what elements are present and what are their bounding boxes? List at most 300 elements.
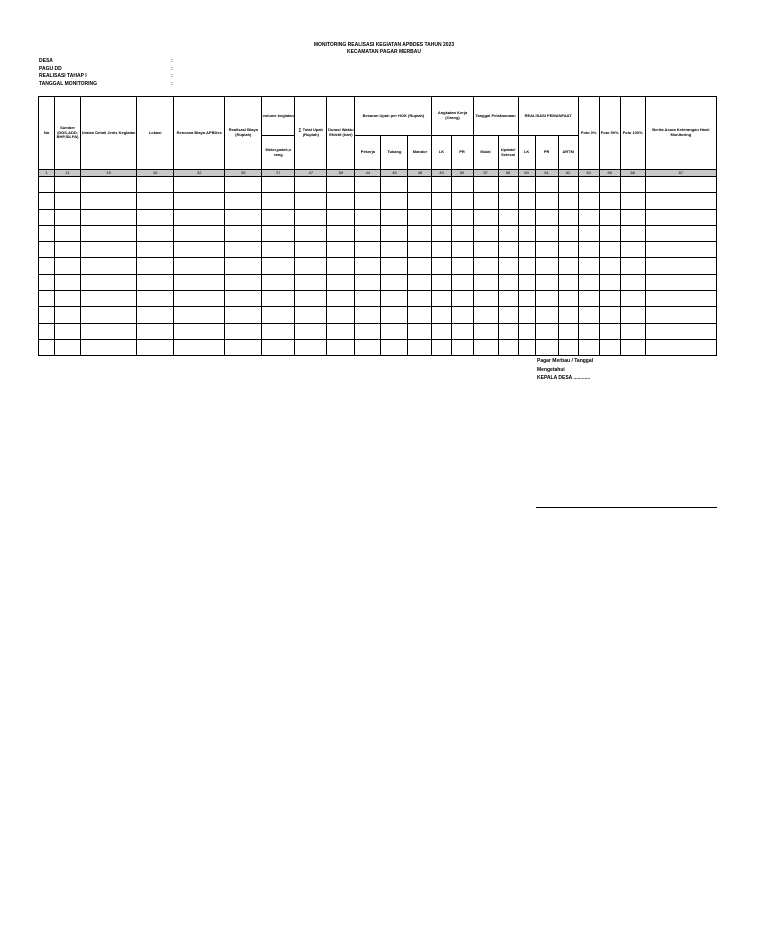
table-cell[interactable]: [81, 291, 137, 307]
table-cell[interactable]: [39, 209, 55, 225]
table-cell[interactable]: [327, 242, 355, 258]
table-row: [39, 274, 717, 290]
table-cell[interactable]: [355, 242, 381, 258]
table-cell[interactable]: [225, 177, 262, 193]
table-cell[interactable]: [408, 339, 432, 355]
table-cell[interactable]: [473, 291, 498, 307]
table-cell[interactable]: [645, 177, 716, 193]
table-cell[interactable]: [558, 323, 578, 339]
table-cell[interactable]: [578, 323, 599, 339]
header-artm: ARTM: [558, 136, 578, 170]
table-cell[interactable]: [558, 177, 578, 193]
table-cell[interactable]: [432, 307, 451, 323]
table-cell[interactable]: [262, 177, 295, 193]
table-cell[interactable]: [432, 291, 451, 307]
table-cell[interactable]: [174, 225, 225, 241]
table-cell[interactable]: [473, 242, 498, 258]
info-colon: :: [171, 73, 173, 80]
column-number-cell: 60: [518, 170, 535, 177]
table-cell[interactable]: [262, 291, 295, 307]
table-cell[interactable]: [295, 209, 327, 225]
table-cell[interactable]: [81, 307, 137, 323]
table-cell[interactable]: [408, 323, 432, 339]
header-uraian: Uraian Detail Jenis Kegiatan: [81, 97, 137, 170]
table-cell[interactable]: [137, 307, 174, 323]
table-cell[interactable]: [451, 274, 473, 290]
table-cell[interactable]: [39, 193, 55, 209]
table-cell[interactable]: [81, 323, 137, 339]
table-cell[interactable]: [518, 291, 535, 307]
table-cell[interactable]: [174, 323, 225, 339]
table-cell[interactable]: [620, 242, 645, 258]
table-cell[interactable]: [645, 291, 716, 307]
table-cell[interactable]: [262, 274, 295, 290]
table-cell[interactable]: [55, 339, 81, 355]
table-cell[interactable]: [645, 242, 716, 258]
table-cell[interactable]: [381, 193, 408, 209]
table-cell[interactable]: [225, 258, 262, 274]
table-cell[interactable]: [262, 323, 295, 339]
table-cell[interactable]: [432, 225, 451, 241]
table-cell[interactable]: [518, 209, 535, 225]
table-cell[interactable]: [137, 193, 174, 209]
table-cell[interactable]: [137, 225, 174, 241]
table-cell[interactable]: [498, 225, 518, 241]
table-cell[interactable]: [498, 193, 518, 209]
table-cell[interactable]: [498, 209, 518, 225]
table-cell[interactable]: [620, 291, 645, 307]
table-cell[interactable]: [558, 242, 578, 258]
table-cell[interactable]: [558, 291, 578, 307]
table-cell[interactable]: [174, 274, 225, 290]
header-durasi: Durasi Waktu Efektif (hari): [327, 97, 355, 170]
table-cell[interactable]: [432, 258, 451, 274]
table-cell[interactable]: [578, 177, 599, 193]
table-cell[interactable]: [535, 193, 558, 209]
table-cell[interactable]: [295, 177, 327, 193]
header-foto-50: Foto 50%: [599, 97, 620, 170]
table-cell[interactable]: [39, 177, 55, 193]
table-cell[interactable]: [518, 274, 535, 290]
table-cell[interactable]: [620, 225, 645, 241]
table-cell[interactable]: [137, 258, 174, 274]
document-subtitle: KECAMATAN PAGAR MERBAU: [347, 49, 421, 55]
table-cell[interactable]: [262, 193, 295, 209]
table-row: [39, 209, 717, 225]
table-cell[interactable]: [432, 193, 451, 209]
table-cell[interactable]: [645, 209, 716, 225]
header-no: No: [39, 97, 55, 170]
table-cell[interactable]: [355, 209, 381, 225]
header-sumber: Sumber (DDS,ADD, BHP,SILPA): [55, 97, 81, 170]
table-cell[interactable]: [498, 307, 518, 323]
header-pemanfaat-lk: LK: [518, 136, 535, 170]
table-cell[interactable]: [558, 258, 578, 274]
table-cell[interactable]: [645, 193, 716, 209]
table-cell[interactable]: [327, 258, 355, 274]
table-cell[interactable]: [381, 242, 408, 258]
table-cell[interactable]: [535, 209, 558, 225]
table-cell[interactable]: [432, 274, 451, 290]
table-cell[interactable]: [55, 177, 81, 193]
table-cell[interactable]: [295, 225, 327, 241]
table-cell[interactable]: [355, 307, 381, 323]
table-cell[interactable]: [451, 323, 473, 339]
column-number-cell: 46: [408, 170, 432, 177]
table-cell[interactable]: [451, 177, 473, 193]
table-cell[interactable]: [81, 177, 137, 193]
table-cell[interactable]: [295, 193, 327, 209]
table-cell[interactable]: [81, 209, 137, 225]
table-cell[interactable]: [137, 209, 174, 225]
table-cell[interactable]: [558, 225, 578, 241]
table-cell[interactable]: [137, 339, 174, 355]
info-label: REALISASI TAHAP I: [39, 73, 87, 80]
table-cell[interactable]: [295, 258, 327, 274]
table-cell[interactable]: [620, 258, 645, 274]
table-cell[interactable]: [39, 242, 55, 258]
table-cell[interactable]: [498, 274, 518, 290]
table-cell[interactable]: [262, 258, 295, 274]
signature-place-date: Pagar Merbau / Tanggal: [537, 358, 594, 364]
table-cell[interactable]: [355, 339, 381, 355]
table-cell[interactable]: [535, 258, 558, 274]
table-cell[interactable]: [295, 307, 327, 323]
table-cell[interactable]: [620, 177, 645, 193]
table-cell[interactable]: [295, 242, 327, 258]
header-tukang: Tukang: [381, 136, 408, 170]
table-cell[interactable]: [473, 307, 498, 323]
table-cell[interactable]: [355, 274, 381, 290]
table-cell[interactable]: [432, 339, 451, 355]
table-cell[interactable]: [558, 307, 578, 323]
table-cell[interactable]: [295, 339, 327, 355]
table-cell[interactable]: [578, 291, 599, 307]
table-cell[interactable]: [262, 225, 295, 241]
table-cell[interactable]: [518, 258, 535, 274]
table-cell[interactable]: [355, 193, 381, 209]
table-cell[interactable]: [599, 177, 620, 193]
table-cell[interactable]: [225, 291, 262, 307]
table-cell[interactable]: [55, 193, 81, 209]
info-label: TANGGAL MONITORING: [39, 80, 98, 87]
table-cell[interactable]: [327, 209, 355, 225]
table-cell[interactable]: [408, 177, 432, 193]
table-cell[interactable]: [174, 258, 225, 274]
table-cell[interactable]: [535, 274, 558, 290]
table-cell[interactable]: [81, 242, 137, 258]
table-cell[interactable]: [327, 225, 355, 241]
table-cell[interactable]: [518, 242, 535, 258]
table-cell[interactable]: [408, 209, 432, 225]
table-cell[interactable]: [451, 291, 473, 307]
table-cell[interactable]: [381, 209, 408, 225]
table-cell[interactable]: [137, 242, 174, 258]
table-cell[interactable]: [599, 193, 620, 209]
table-cell[interactable]: [535, 323, 558, 339]
table-cell[interactable]: [451, 339, 473, 355]
table-cell[interactable]: [620, 274, 645, 290]
table-cell[interactable]: [498, 323, 518, 339]
table-cell[interactable]: [225, 339, 262, 355]
table-cell[interactable]: [498, 242, 518, 258]
table-cell[interactable]: [39, 225, 55, 241]
table-cell[interactable]: [225, 242, 262, 258]
column-number-cell: 44: [355, 170, 381, 177]
info-colon: :: [171, 65, 173, 72]
column-number-cell: 67: [645, 170, 716, 177]
table-cell[interactable]: [578, 258, 599, 274]
table-cell[interactable]: [81, 274, 137, 290]
table-cell[interactable]: [473, 323, 498, 339]
table-cell[interactable]: [408, 274, 432, 290]
table-cell[interactable]: [137, 291, 174, 307]
table-cell[interactable]: [498, 258, 518, 274]
table-cell[interactable]: [599, 291, 620, 307]
table-cell[interactable]: [451, 242, 473, 258]
table-cell[interactable]: [174, 242, 225, 258]
table-cell[interactable]: [432, 177, 451, 193]
table-cell[interactable]: [295, 323, 327, 339]
header-foto-0: Foto 0%: [578, 97, 599, 170]
column-number-row: [39, 170, 717, 177]
table-cell[interactable]: [174, 177, 225, 193]
table-cell[interactable]: [535, 307, 558, 323]
table-cell[interactable]: [535, 242, 558, 258]
table-cell[interactable]: [498, 339, 518, 355]
table-cell[interactable]: [55, 307, 81, 323]
table-cell[interactable]: [381, 307, 408, 323]
table-cell[interactable]: [174, 339, 225, 355]
table-cell[interactable]: [381, 258, 408, 274]
header-realisasi-biaya: Realisasi Biaya (Rupiah): [225, 97, 262, 170]
document-title: MONITORING REALISASI KEGIATAN APBDES TAHUN 2023: [313, 42, 455, 48]
table-cell[interactable]: [225, 323, 262, 339]
table-cell[interactable]: [645, 274, 716, 290]
column-number-cell: 27: [262, 170, 295, 177]
column-number-cell: 35: [225, 170, 262, 177]
table-cell[interactable]: [262, 209, 295, 225]
table-cell[interactable]: [518, 177, 535, 193]
info-colon: :: [171, 80, 173, 87]
column-number-cell: 64: [578, 170, 599, 177]
table-cell[interactable]: [535, 225, 558, 241]
column-number-cell: 49: [432, 170, 451, 177]
table-cell[interactable]: [578, 193, 599, 209]
table-cell[interactable]: [498, 177, 518, 193]
table-cell[interactable]: [473, 258, 498, 274]
table-cell[interactable]: [355, 291, 381, 307]
table-cell[interactable]: [55, 291, 81, 307]
table-cell[interactable]: [327, 177, 355, 193]
table-cell[interactable]: [432, 209, 451, 225]
table-cell[interactable]: [381, 323, 408, 339]
table-cell[interactable]: [535, 291, 558, 307]
table-cell[interactable]: [620, 307, 645, 323]
table-cell[interactable]: [518, 307, 535, 323]
table-cell[interactable]: [137, 177, 174, 193]
table-cell[interactable]: [408, 291, 432, 307]
table-cell[interactable]: [225, 307, 262, 323]
table-cell[interactable]: [225, 193, 262, 209]
table-cell[interactable]: [473, 193, 498, 209]
table-cell[interactable]: [174, 209, 225, 225]
table-cell[interactable]: [295, 291, 327, 307]
table-cell[interactable]: [81, 225, 137, 241]
table-cell[interactable]: [327, 291, 355, 307]
table-cell[interactable]: [578, 225, 599, 241]
table-cell[interactable]: [39, 258, 55, 274]
table-cell[interactable]: [174, 307, 225, 323]
table-cell[interactable]: [327, 307, 355, 323]
table-cell[interactable]: [473, 177, 498, 193]
table-cell[interactable]: [578, 242, 599, 258]
table-cell[interactable]: [645, 339, 716, 355]
table-cell[interactable]: [295, 274, 327, 290]
table-cell[interactable]: [137, 274, 174, 290]
table-cell[interactable]: [620, 209, 645, 225]
table-cell[interactable]: [451, 193, 473, 209]
table-cell[interactable]: [473, 209, 498, 225]
table-cell[interactable]: [327, 339, 355, 355]
table-cell[interactable]: [55, 225, 81, 241]
table-cell[interactable]: [620, 193, 645, 209]
table-cell[interactable]: [558, 193, 578, 209]
header-lokasi: Lokasi: [137, 97, 174, 170]
table-cell[interactable]: [473, 339, 498, 355]
table-cell[interactable]: [599, 209, 620, 225]
table-cell[interactable]: [473, 274, 498, 290]
table-cell[interactable]: [81, 339, 137, 355]
header-pr: PR: [451, 136, 473, 170]
table-cell[interactable]: [599, 258, 620, 274]
table-cell[interactable]: [39, 307, 55, 323]
table-cell[interactable]: [645, 258, 716, 274]
table-cell[interactable]: [262, 242, 295, 258]
table-cell[interactable]: [55, 242, 81, 258]
table-cell[interactable]: [558, 274, 578, 290]
table-cell[interactable]: [174, 193, 225, 209]
table-cell[interactable]: [408, 307, 432, 323]
table-cell[interactable]: [473, 225, 498, 241]
table-cell[interactable]: [558, 209, 578, 225]
table-cell[interactable]: [599, 339, 620, 355]
table-cell[interactable]: [578, 209, 599, 225]
table-cell[interactable]: [599, 323, 620, 339]
column-number-cell: 16: [137, 170, 174, 177]
table-cell[interactable]: [381, 177, 408, 193]
table-cell[interactable]: [578, 307, 599, 323]
table-cell[interactable]: [451, 307, 473, 323]
table-cell[interactable]: [381, 225, 408, 241]
table-cell[interactable]: [262, 307, 295, 323]
table-cell[interactable]: [558, 339, 578, 355]
table-cell[interactable]: [620, 339, 645, 355]
signature-block: [537, 358, 593, 384]
table-cell[interactable]: [578, 339, 599, 355]
table-cell[interactable]: [432, 242, 451, 258]
table-cell[interactable]: [55, 323, 81, 339]
table-cell[interactable]: [327, 274, 355, 290]
table-cell[interactable]: [518, 193, 535, 209]
monitoring-table: [38, 96, 717, 356]
table-cell[interactable]: [381, 339, 408, 355]
table-cell[interactable]: [39, 339, 55, 355]
table-cell[interactable]: [81, 193, 137, 209]
table-cell[interactable]: [408, 258, 432, 274]
table-cell[interactable]: [355, 177, 381, 193]
table-cell[interactable]: [225, 225, 262, 241]
table-cell[interactable]: [39, 274, 55, 290]
table-cell[interactable]: [225, 274, 262, 290]
column-number-cell: 57: [473, 170, 498, 177]
table-cell[interactable]: [645, 323, 716, 339]
table-cell[interactable]: [498, 291, 518, 307]
header-volume-unit: Meter,paket,o rang: [262, 136, 295, 170]
table-cell[interactable]: [408, 225, 432, 241]
table-cell[interactable]: [408, 242, 432, 258]
table-cell[interactable]: [645, 307, 716, 323]
table-cell[interactable]: [535, 177, 558, 193]
table-cell[interactable]: [599, 274, 620, 290]
table-cell[interactable]: [355, 323, 381, 339]
table-cell[interactable]: [451, 258, 473, 274]
table-row: [39, 339, 717, 355]
table-row: [39, 307, 717, 323]
table-cell[interactable]: [381, 291, 408, 307]
table-cell[interactable]: [432, 323, 451, 339]
table-cell[interactable]: [327, 193, 355, 209]
table-cell[interactable]: [39, 323, 55, 339]
table-cell[interactable]: [599, 225, 620, 241]
table-cell[interactable]: [355, 258, 381, 274]
table-cell[interactable]: [355, 225, 381, 241]
table-cell[interactable]: [451, 209, 473, 225]
header-mandor: Mandor: [408, 136, 432, 170]
table-cell[interactable]: [327, 323, 355, 339]
table-cell[interactable]: [55, 274, 81, 290]
header-pekerja: Pekerja: [355, 136, 381, 170]
column-number-cell: 50: [451, 170, 473, 177]
header-realisasi-pemanfaat: REALISASI PEMANFAAT: [518, 97, 578, 136]
table-cell[interactable]: [599, 307, 620, 323]
table-cell[interactable]: [55, 258, 81, 274]
table-cell[interactable]: [137, 323, 174, 339]
table-cell[interactable]: [55, 209, 81, 225]
header-lk: LK: [432, 136, 451, 170]
table-cell[interactable]: [225, 209, 262, 225]
table-cell[interactable]: [518, 225, 535, 241]
table-row: [39, 225, 717, 241]
table-cell[interactable]: [620, 323, 645, 339]
table-cell[interactable]: [578, 274, 599, 290]
table-cell[interactable]: [174, 291, 225, 307]
table-cell[interactable]: [518, 339, 535, 355]
table-cell[interactable]: [599, 242, 620, 258]
header-rencana-biaya: Rencana Biaya APBDes: [174, 97, 225, 170]
table-cell[interactable]: [408, 193, 432, 209]
table-cell[interactable]: [451, 225, 473, 241]
table-cell[interactable]: [535, 339, 558, 355]
table-cell[interactable]: [39, 291, 55, 307]
table-cell[interactable]: [381, 274, 408, 290]
table-cell[interactable]: [81, 258, 137, 274]
header-update-selesai: Update/ Selesai: [498, 136, 518, 170]
table-cell[interactable]: [262, 339, 295, 355]
table-cell[interactable]: [518, 323, 535, 339]
signature-kepala-desa: KEPALA DESA ............: [537, 375, 591, 381]
table-cell[interactable]: [645, 225, 716, 241]
